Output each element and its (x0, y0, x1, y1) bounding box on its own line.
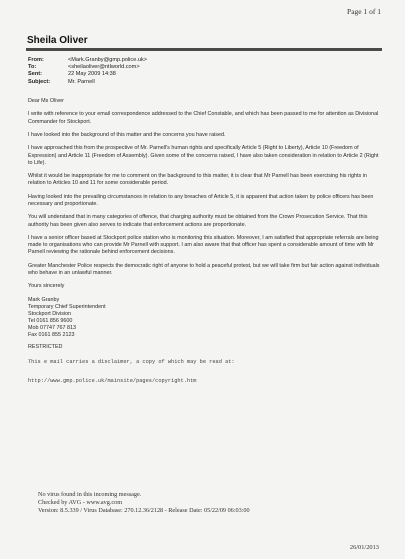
disclaimer-link[interactable]: http://www.gmp.police.uk/mainsite/pages/copyright.htm (28, 377, 197, 384)
header-row-subject (28, 79, 147, 86)
header-label: Subject: (28, 78, 51, 85)
email-headers (28, 57, 147, 86)
signature-title: Temporary Chief Superintendent (28, 303, 106, 310)
header-row-from (28, 57, 147, 64)
header-value: <Mark.Granby@gmp.police.uk> (68, 57, 148, 63)
header-label: Sent: (28, 71, 42, 78)
closing: Yours sincerely (28, 283, 65, 290)
body-paragraph: Having looked into the prevailing circumstances in relation to any breaches of Article 5, it is apparent that action taken by police officers has been necessary and proportionate. (28, 193, 374, 207)
salutation: Dear Ms Oliver (28, 98, 64, 104)
header-value: Mr. Parnell (68, 78, 95, 85)
signature-mobile: Mob 07747 767 813 (28, 325, 76, 332)
body-paragraph: Greater Manchester Police respects the democratic right of anyone to hold a peaceful protest, but we will take firm but fair action against individuals who behave in an unlawful manner. (28, 262, 380, 276)
header-label: From: (28, 57, 44, 63)
body-paragraph: I have looked into the background of this matter and the concerns you have raised. (28, 131, 226, 138)
header-value: 22 May 2009 14:38 (68, 71, 116, 78)
body-paragraph: I have a senior officer based at Stockport police station who is monitoring this situation. Moreover, I am satisfied that appropriate referrals are being made to organisations who can provide Mr Parnell with support. I am also aware that that officer has spent a considerable amount of time with Mr Parnell reviewing the rationale behind enforcement decisions. (28, 234, 379, 256)
heading-rule (26, 48, 382, 51)
signature-division: Stockport Division (28, 310, 72, 317)
header-row-sent (28, 71, 147, 78)
sender-name-heading: Sheila Oliver (27, 35, 88, 46)
body-paragraph: I have approached this from the prospective of Mr. Parnell's human rights and specifically Article 5 (Right to Liberty), Article 10 (Freedom of Expression) and Article 11 (Freedom of Assembly). Given some of the concerns raised, I have also taken consideration in relation to Article 2 (Right to Life). (28, 145, 379, 166)
signature-fax: Fax 0161 855 2123 (28, 332, 75, 339)
signature-name: Mark Granby (28, 296, 60, 303)
header-value: <sheilaoliver@ntlworld.com> (68, 64, 140, 71)
page-number: Page 1 of 1 (347, 7, 381, 16)
email-body (28, 98, 380, 385)
header-label: To: (28, 64, 37, 71)
virus-notice (38, 491, 250, 515)
virus-notice-line: Checked by AVG - www.avg.com (38, 499, 123, 507)
body-paragraph: You will understand that in many categories of offence, that charging authority must be obtained from the Crown Prosecution Service. That this authority has been given also serves to indicate that enforcement actions are proportionate. (28, 214, 368, 228)
disclaimer-text: This e mail carries a disclaimer, a copy of which may be read at: (28, 358, 235, 365)
print-date: 26/01/2013 (349, 544, 379, 551)
virus-notice-line: No virus found in this incoming message. (38, 491, 142, 498)
signature-block (28, 297, 380, 340)
signature-tel: Tel 0161 856 9600 (28, 318, 73, 325)
virus-notice-line: Version: 8.5.339 / Virus Database: 270.12.36/2128 - Release Date: 05/22/09 06:03:00 (38, 507, 250, 515)
body-paragraph: I write with reference to your email correspondence addressed to the Chief Constable, and which has been passed to me for attention as Divisional Commander for Stockport. (28, 111, 379, 125)
header-row-to (28, 64, 147, 71)
restricted-label: RESTRICTED (28, 344, 63, 351)
body-paragraph: Whilst it would be inappropriate for me to comment on the background to this matter, it is clear that Mr Parnell has been exercising his rights in relation to Articles 10 and 11 for some considerable period. (28, 173, 367, 187)
